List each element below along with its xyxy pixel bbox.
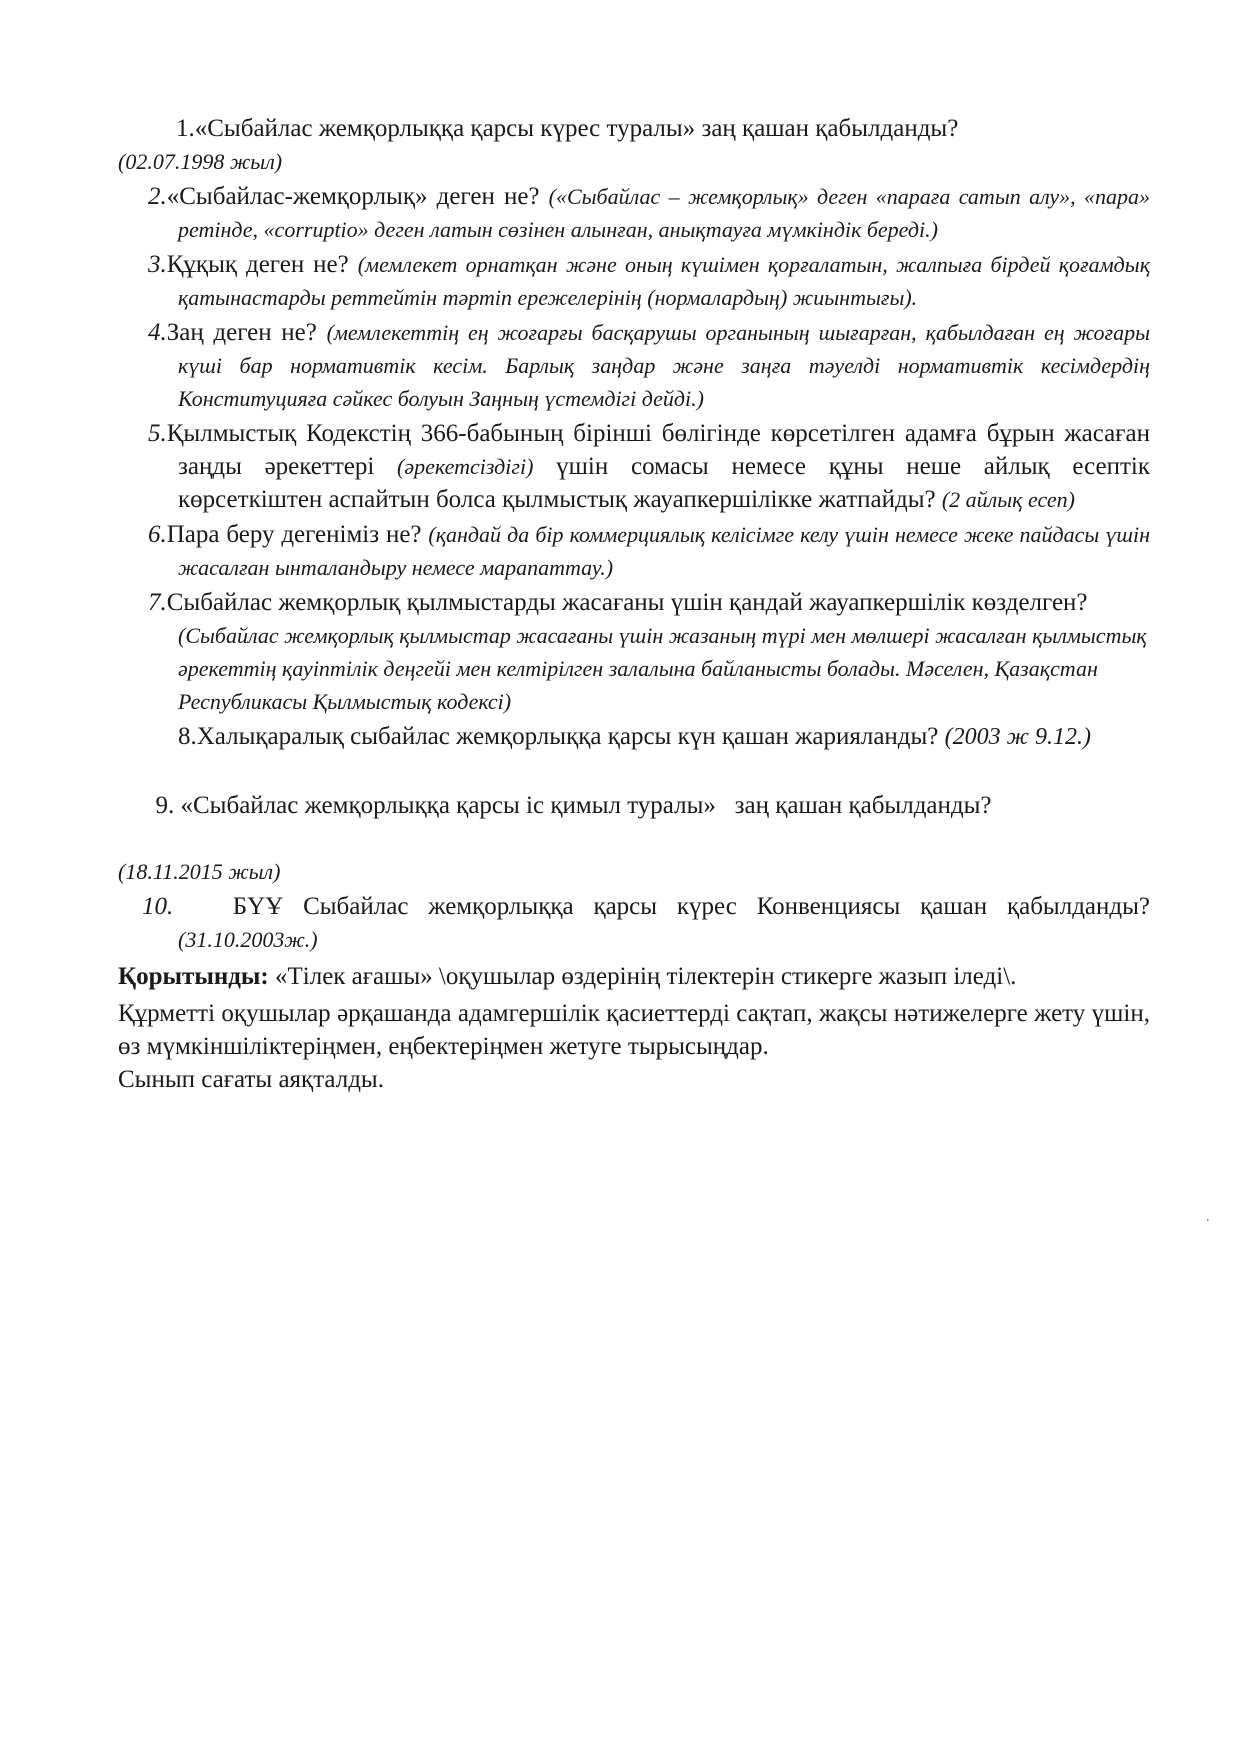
question-8-text: Халықаралық сыбайлас жемқорлыққа қарсы күн қашан жарияланды?	[196, 723, 939, 750]
question-10-answer: (31.10.2003ж.)	[178, 927, 318, 952]
question-7-number: 7.	[148, 589, 167, 616]
question-2-answer: («Сыбайлас – жемқорлық» деген «параға сатып алу», «пара» ретінде, «corruptio» деген латын сөзінен алынған, анықтауға мүмкіндік береді.)	[178, 184, 1151, 242]
conclusion-paragraph	[118, 960, 1150, 993]
question-1-number: 1.	[176, 115, 195, 142]
question-1-line	[118, 112, 1150, 145]
question-5-text-b: үшін сомасы немесе құны неше айлық есептік көрсеткіштен аспайтын болса қылмыстық жауапкершілікке жатпайды?	[178, 453, 1151, 513]
question-7	[118, 586, 1150, 718]
question-6-answer: (қандай да бір коммерциялық келісімге келу үшін немесе жеке пайдасы үшін жасалған ынталандыру немесе марапаттау.)	[178, 522, 1150, 580]
question-5	[118, 417, 1150, 516]
question-1-text: «Сыбайлас жемқорлыққа қарсы күрес туралы» заң қашан қабылданды?	[194, 115, 959, 142]
question-7-answer: (Сыбайлас жемқорлық қылмыстар жасағаны үшін жазаның түрі мен мөлшері жасалған қылмыстық әрекеттің қауіптілік деңгейі мен келтірілген залалына байланысты болады. Мәселен, Қазақстан Республикасы Қылмыстық кодексі)	[178, 623, 1147, 714]
question-1-answer: (02.07.1998 жыл)	[118, 149, 283, 174]
conclusion-text: «Тілек ағашы» \оқушылар өздерінің тілектерін стикерге жазып іледі\.	[275, 963, 1017, 990]
question-2	[118, 180, 1150, 246]
question-7-text: Сыбайлас жемқорлық қылмыстарды жасағаны үшін қандай жауапкершілік көзделген?	[166, 589, 1088, 616]
question-3	[118, 248, 1150, 314]
question-5-number: 5.	[148, 420, 167, 447]
question-2-text: «Сыбайлас-жемқорлық» деген не?	[166, 183, 540, 210]
end-line: Сынып сағаты аяқталды.	[118, 1066, 384, 1093]
stray-mark: .	[1206, 1210, 1210, 1225]
question-9-line	[118, 756, 1150, 855]
question-8-number: 8.	[178, 723, 197, 750]
question-9	[118, 756, 1150, 888]
question-8	[118, 720, 1150, 754]
question-5-answer: (2 айлық есеп)	[941, 487, 1076, 512]
question-4-text: Заң деген не?	[166, 319, 317, 346]
question-1	[118, 112, 1150, 178]
question-4-number: 4.	[148, 319, 167, 346]
closing-paragraph: Құрметті оқушылар әрқашанда адамгершілік қасиеттерді сақтап, жақсы нәтижелерге жету үшін, өз мүмкіншіліктеріңмен, еңбектеріңмен жетуге тырысыңдар.	[118, 1000, 1150, 1060]
question-6-number: 6.	[148, 521, 167, 548]
question-4	[118, 316, 1150, 415]
question-2-number: 2.	[148, 183, 167, 210]
question-3-number: 3.	[148, 251, 167, 278]
question-6-text: Пара беру дегеніміз не?	[166, 521, 422, 548]
conclusion-label: Қорытынды:	[118, 963, 269, 990]
question-4-answer: (мемлекеттің ең жоғарғы басқарушы органының шығарған, қабылдаған ең жоғары күші бар нормативтік кесім. Барлық заңдар және заңға тәуелді нормативтік кесімдердің Конституцияға сәйкес болуын Заңның үстемдігі дейді.)	[178, 320, 1150, 411]
question-10-number: 10.	[142, 893, 174, 920]
question-9-text: «Сыбайлас жемқорлыққа қарсы іс қимыл туралы» заң қашан қабылданды?	[180, 792, 992, 819]
question-9-answer: (18.11.2015 жыл)	[118, 859, 281, 884]
document-page	[118, 112, 1150, 1096]
question-3-text: Құқық деген не?	[166, 251, 349, 278]
question-9-number: 9.	[155, 792, 175, 819]
question-5-text-a: Қылмыстық Кодекстің 366-бабының бірінші бөлігінде көрсетілген адамға бұрын жасаған заңды әрекеттері	[166, 420, 1150, 480]
question-8-answer: (2003 ж 9.12.)	[944, 724, 1091, 750]
question-6	[118, 518, 1150, 584]
question-3-answer: (мемлекет орнатқан және оның күшімен қорғалатын, жалпыға бірдей қоғамдық қатынастарды реттейтін тәртіп ережелерінің (нормалардың) жиынтығы).	[178, 252, 1150, 310]
question-10-text: БҮҰ Сыбайлас жемқорлыққа қарсы күрес Конвенциясы қашан қабылданды?	[232, 893, 1150, 920]
question-5-inline-answer: (әрекетсіздігі)	[397, 454, 534, 479]
question-10	[118, 890, 1150, 956]
